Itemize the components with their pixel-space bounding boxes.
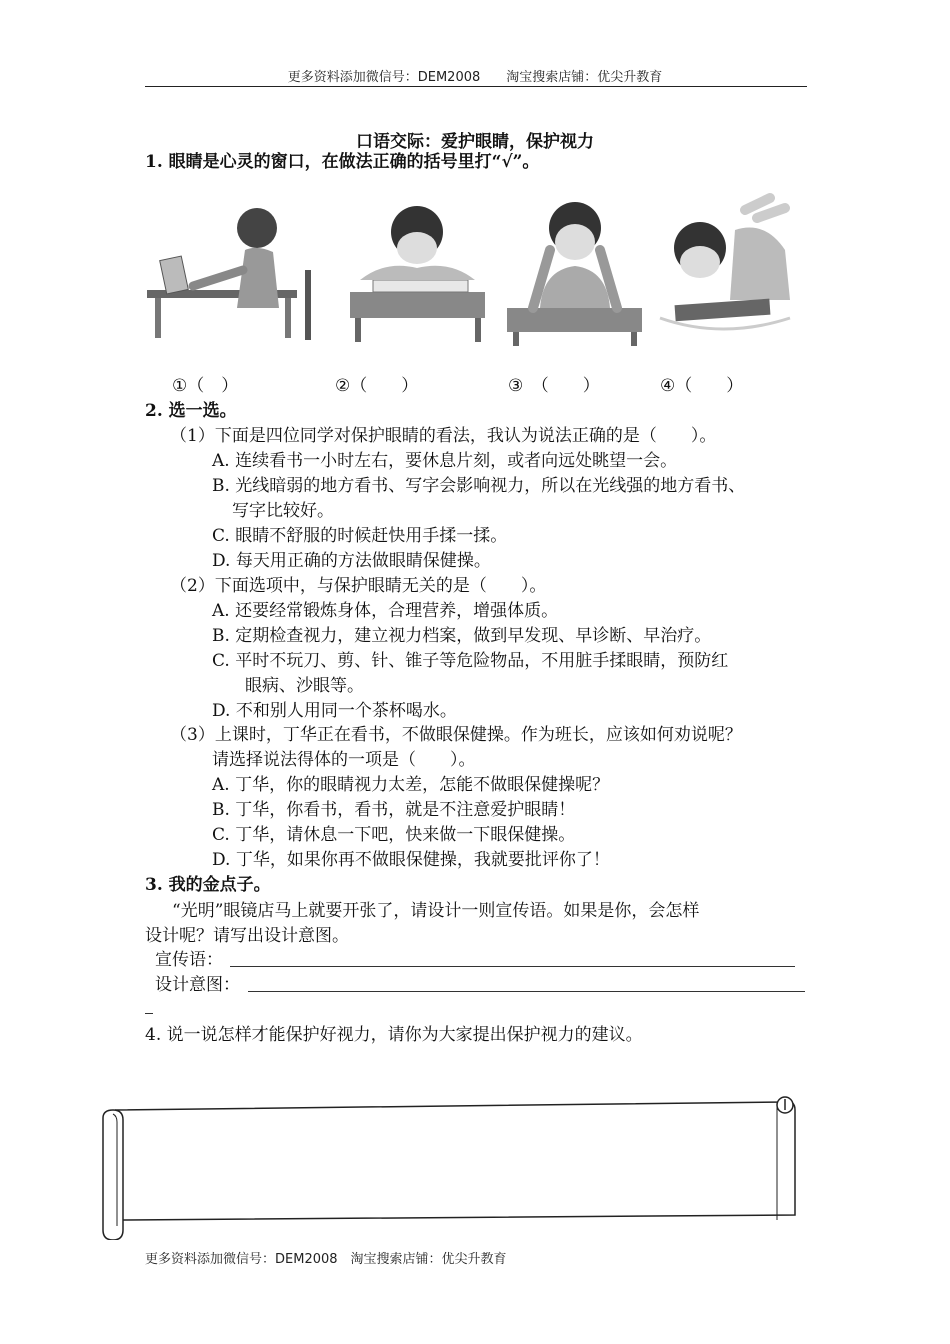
design-intent-answer-line[interactable] <box>248 991 805 992</box>
illustration-boy-lying-with-tablet <box>660 198 790 329</box>
q2-1-option-c: C. 眼睛不舒服的时候赶快用手揉一揉。 <box>212 526 508 546</box>
question-3-heading: 3. 我的金点子。 <box>145 875 271 895</box>
illustration-girl-reading-close <box>147 208 311 340</box>
q2-1-option-b-cont: 写字比较好。 <box>232 501 334 521</box>
q3-paragraph-line2: 设计呢？请写出设计意图。 <box>145 926 349 946</box>
q2-2-stem: （2）下面选项中，与保护眼睛无关的是（ ）。 <box>170 576 547 596</box>
q3-paragraph-line1: “光明”眼镜店马上就要开张了，请设计一则宣传语。如果是你，会怎样 <box>172 901 700 921</box>
picture-1-answer[interactable]: ①（ ） <box>172 376 239 396</box>
picture-3-answer[interactable]: ③ （ ） <box>508 376 600 396</box>
q2-2-option-b: B. 定期检查视力，建立视力档案，做到早发现、早诊断、早治疗。 <box>212 626 712 646</box>
q2-3-option-d: D. 丁华，如果你再不做眼保健操，我就要批评你了！ <box>212 850 610 870</box>
page-header: 更多资料添加微信号：DEM2008 淘宝搜索店铺：优尖升教育 <box>287 70 663 85</box>
page-footer: 更多资料添加微信号：DEM2008 淘宝搜索店铺：优尖升教育 <box>145 1252 507 1267</box>
design-intent-label: 设计意图： <box>155 975 240 995</box>
q2-3-option-b: B. 丁华，你看书，看书，就是不注意爱护眼睛！ <box>212 800 576 820</box>
illustration-boy-writing-head-down <box>350 206 485 342</box>
picture-4-answer[interactable]: ④（ ） <box>660 376 744 396</box>
q2-3-option-a: A. 丁华，你的眼睛视力太差，怎能不做眼保健操呢？ <box>212 775 610 795</box>
q2-2-option-a: A. 还要经常锻炼身体，合理营养，增强体质。 <box>212 601 559 621</box>
question-4: 4. 说一说怎样才能保护好视力，请你为大家提出保护视力的建议。 <box>145 1025 643 1045</box>
scroll-answer-box[interactable] <box>95 1090 815 1240</box>
q2-1-option-a: A. 连续看书一小时左右，要休息片刻，或者向远处眺望一会。 <box>212 451 678 471</box>
q2-3-option-c: C. 丁华，请休息一下吧，快来做一下眼保健操。 <box>212 825 576 845</box>
design-intent-line-tail <box>145 1013 153 1014</box>
illustration-row <box>145 190 807 350</box>
q2-2-option-c: C. 平时不玩刀、剪、针、锥子等危险物品，不用脏手揉眼睛，预防红 <box>212 651 729 671</box>
q2-3-stem: （3）上课时，丁华正在看书，不做眼保健操。作为班长，应该如何劝说呢？ <box>170 725 742 745</box>
page-title: 口语交际：爱护眼睛，保护视力 <box>356 132 594 152</box>
question-2-heading: 2. 选一选。 <box>145 401 237 421</box>
q2-2-option-c-cont: 眼病、沙眼等。 <box>245 676 364 696</box>
slogan-answer-line[interactable] <box>230 966 795 967</box>
slogan-label: 宣传语： <box>155 950 223 970</box>
header-divider <box>145 86 807 87</box>
question-1: 1. 眼睛是心灵的窗口，在做法正确的括号里打“√”。 <box>145 152 540 172</box>
q2-2-option-d: D. 不和别人用同一个茶杯喝水。 <box>212 701 457 721</box>
q2-1-stem: （1）下面是四位同学对保护眼睛的看法，我认为说法正确的是（ ）。 <box>170 426 717 446</box>
q2-1-option-b: B. 光线暗弱的地方看书、写字会影响视力，所以在光线强的地方看书、 <box>212 476 746 496</box>
q2-3-stem-cont: 请选择说法得体的一项是（ ）。 <box>212 750 476 770</box>
q2-1-option-d: D. 每天用正确的方法做眼睛保健操。 <box>212 551 491 571</box>
illustration-boy-sitting-upright <box>507 202 642 346</box>
picture-2-answer[interactable]: ②（ ） <box>335 376 419 396</box>
